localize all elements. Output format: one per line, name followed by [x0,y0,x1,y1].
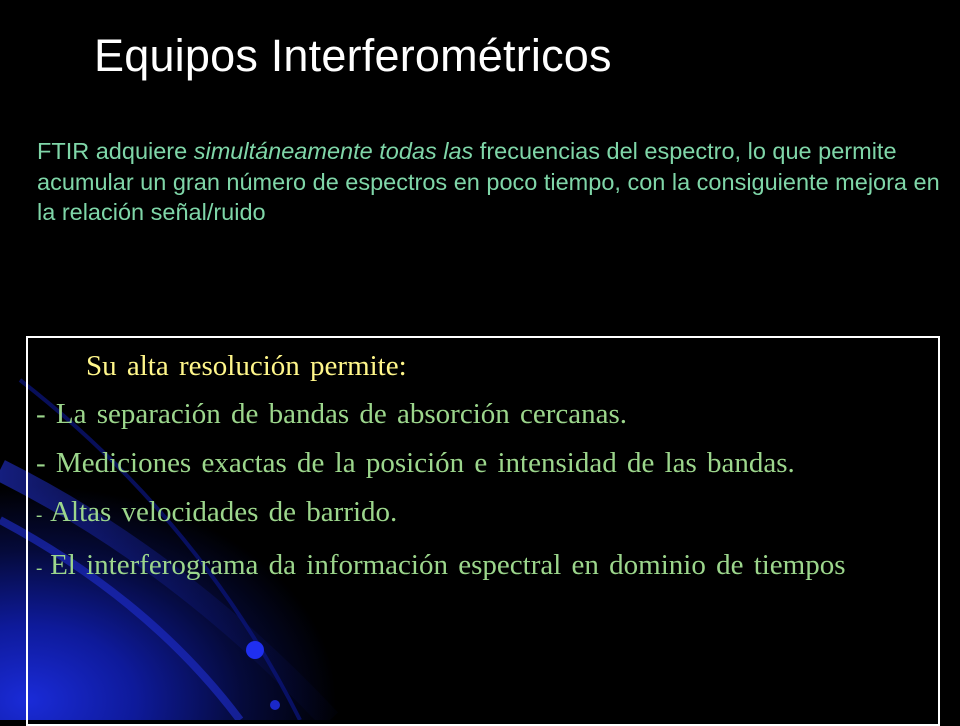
slide-title: Equipos Interferométricos [94,30,612,81]
list-item-text: Mediciones exactas de la posición e intensidad de las bandas. [55,447,795,479]
intro-text-start: FTIR adquiere [37,138,194,164]
list-item [36,493,916,535]
list-item [36,395,916,433]
list-item-text: El interferograma da información espectral en dominio de tiempos [50,549,846,581]
box-heading: Su alta resolución permite: [86,350,407,382]
list-dash: - [36,447,56,479]
list-dash: - [36,558,51,579]
intro-paragraph [37,136,957,228]
content-box-text [36,347,916,599]
list-item-text: Altas velocidades de barrido. [50,496,398,528]
list-item-text: La separación de bandas de absorción cercanas. [55,398,628,430]
list-dash: - [36,505,51,526]
intro-emphasis: simultáneamente todas las [193,138,474,164]
list-dash: - [36,398,56,430]
list-item [36,444,916,482]
intro-text-end: frecuencias del espectro, lo que permite acumular un gran número de espectros en poco tiempo, con la consiguiente mejora en la relación señal/ruido [37,138,940,225]
list-item [36,546,916,588]
